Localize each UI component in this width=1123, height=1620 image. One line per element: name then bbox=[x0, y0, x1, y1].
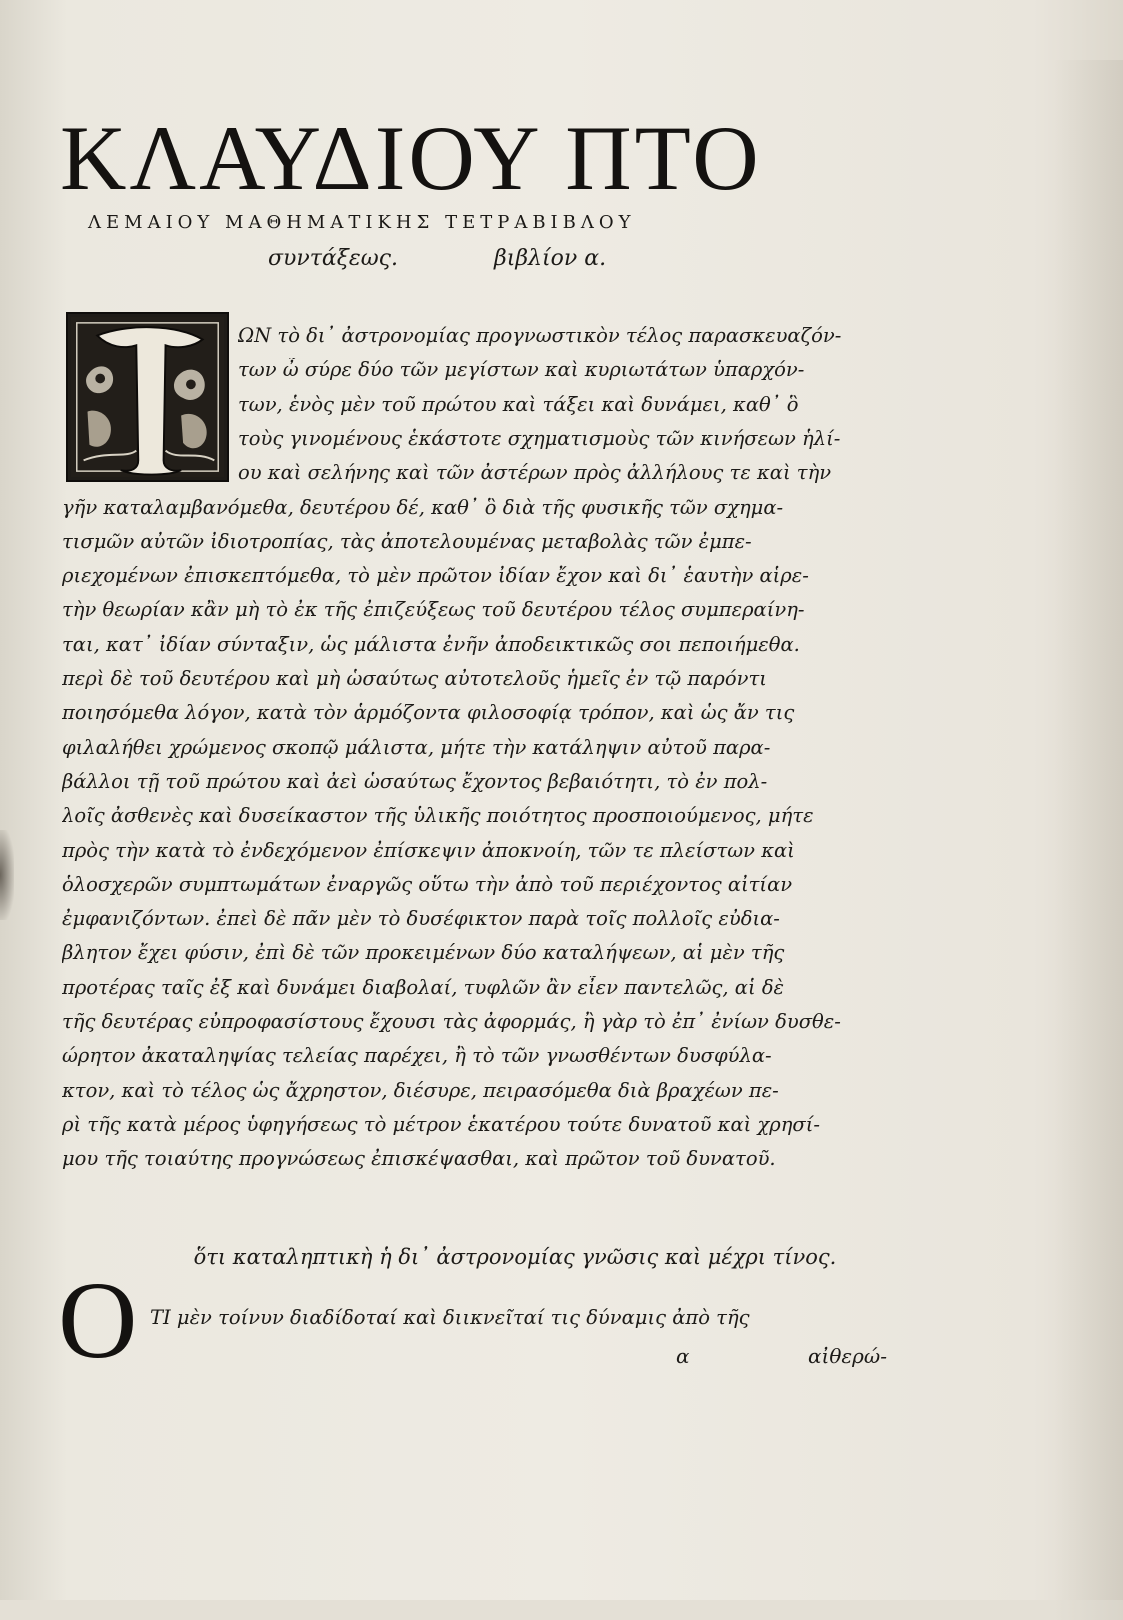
title-heading: ΚΛΑΥΔΙΟΥ ΠΤΟ bbox=[60, 107, 762, 209]
body-line: ποιησόμεθα λόγον, κατὰ τὸν ἁρμόζοντα φιλοσοφίᾳ τρόπον, καὶ ὡς ἄν τις bbox=[62, 701, 795, 725]
ink-smudge bbox=[0, 830, 14, 920]
body-line: προτέρας ταῖς ἐξ καὶ δυνάμει διαβολαί, τυφλῶν ἂν εἶεν παντελῶς, αἱ δὲ bbox=[62, 975, 785, 999]
subtitle-right: βιβλίον α. bbox=[493, 246, 607, 271]
body-line: γῆν καταλαμβανόμεθα, δευτέρου δέ, καθ᾽ ὃ διὰ τῆς φυσικῆς τῶν σχημα- bbox=[62, 495, 784, 519]
body-line: ΩΝ τὸ δι᾽ ἀστρονομίας προγνωστικὸν τέλος παρασκευαζόν- bbox=[238, 324, 842, 347]
catchword: αἰθερώ- bbox=[808, 1344, 887, 1368]
body-line: τὴν θεωρίαν κἂν μὴ τὸ ἐκ τῆς ἐπιζεύξεως τοῦ δευτέρου τέλος συμπεραίνη- bbox=[62, 598, 805, 622]
final-text-line: ΤΙ μὲν τοίνυν διαδίδοταί καὶ διικνεῖταί τις δύναμις ἀπὸ τῆς bbox=[150, 1306, 750, 1329]
subtitle-line: ΛΕΜΑΙΟΥ ΜΑΘΗΜΑΤΙΚΗΣ ΤΕΤΡΑΒΙΒΛΟΥ bbox=[88, 212, 636, 233]
body-line: ώρητον ἀκαταληψίας τελείας παρέχει, ἢ τὸ τῶν γνωσθέντων δυσφύλα- bbox=[62, 1044, 772, 1068]
body-line: περὶ δὲ τοῦ δευτέρου καὶ μὴ ὡσαύτως αὐτοτελοῦς ἡμεῖς ἐν τῷ παρόντι bbox=[62, 667, 767, 690]
body-line: ρὶ τῆς κατὰ μέρος ὑφηγήσεως τὸ μέτρον ἑκατέρου τούτε δυνατοῦ καὶ χρησί- bbox=[62, 1112, 820, 1136]
body-line: ου καὶ σελήνης καὶ τῶν ἀστέρων πρὸς ἀλλήλους τε καὶ τὴν bbox=[238, 461, 832, 485]
body-line: φιλαλήθει χρώμενος σκοπῷ μάλιστα, μήτε τὴν κατάληψιν αὐτοῦ παρα- bbox=[62, 735, 771, 759]
signature-mark: α bbox=[676, 1344, 690, 1368]
body-line: τοὺς γινομένους ἑκάστοτε σχηματισμοὺς τῶν κινήσεων ἡλί- bbox=[238, 426, 841, 450]
page-shadow bbox=[1053, 60, 1123, 1620]
body-line: κτον, καὶ τὸ τέλος ὡς ἄχρηστον, διέσυρε, πειρασόμεθα διὰ βραχέων πε- bbox=[62, 1078, 779, 1102]
body-line: τῆς δευτέρας εὐπροφασίστους ἔχουσι τὰς ἀφορμάς, ἢ γὰρ τὸ ἐπ᾽ ἐνίων δυσθε- bbox=[62, 1010, 841, 1033]
body-line: ἐμφανιζόντων. ἐπεὶ δὲ πᾶν μὲν τὸ δυσέφικτον παρὰ τοῖς πολλοῖς εὐδια- bbox=[62, 907, 780, 931]
body-line: μου τῆς τοιαύτης προγνώσεως ἐπισκέψασθαι, καὶ πρῶτον τοῦ δυνατοῦ. bbox=[62, 1147, 776, 1171]
body-line: βλητον ἔχει φύσιν, ἐπὶ δὲ τῶν προκειμένων δύο καταλήψεων, αἱ μὲν τῆς bbox=[62, 941, 785, 965]
body-line: πρὸς τὴν κατὰ τὸ ἐνδεχόμενον ἐπίσκεψιν ἀποκνοίη, τῶν τε πλείστων καὶ bbox=[62, 838, 795, 862]
body-line: τισμῶν αὐτῶν ἰδιοτροπίας, τὰς ἀποτελουμένας μεταβολὰς τῶν ἐμπε- bbox=[62, 529, 752, 553]
body-line: ριεχομένων ἐπισκεπτόμεθα, τὸ μὲν πρῶτον ἰδίαν ἔχον καὶ δι᾽ ἑαυτὴν αἱρε- bbox=[62, 564, 809, 588]
initial-letter-o: Ο bbox=[58, 1259, 138, 1381]
section-heading: ὅτι καταληπτικὴ ἡ δι᾽ ἀστρονομίας γνῶσις καὶ μέχρι τίνος. bbox=[193, 1245, 837, 1269]
woodcut-initial-image bbox=[68, 314, 227, 480]
body-line: των, ἑνὸς μὲν τοῦ πρώτου καὶ τάξει καὶ δυνάμει, καθ᾽ ὃ bbox=[238, 392, 799, 416]
body-line: βάλλοι τῇ τοῦ πρώτου καὶ ἀεὶ ὡσαύτως ἔχοντος βεβαιότητι, τὸ ἐν πολ- bbox=[62, 769, 768, 793]
decorated-initial bbox=[66, 312, 229, 482]
body-line: των ὦ σύρε δύο τῶν μεγίστων καὶ κυριωτάτων ὑπαρχόν- bbox=[238, 358, 805, 382]
subtitle-left: συντάξεως. bbox=[268, 246, 398, 271]
body-line: ται, κατ᾽ ἰδίαν σύνταξιν, ὡς μάλιστα ἐνῆν ἀποδεικτικῶς σοι πεποιήμεθα. bbox=[62, 632, 800, 656]
body-line: λοῖς ἀσθενὲς καὶ δυσείκαστον τῆς ὑλικῆς ποιότητος προσποιούμενος, μήτε bbox=[62, 804, 814, 828]
subtitle-second-line bbox=[268, 246, 728, 271]
body-line: ὁλοσχερῶν συμπτωμάτων ἐναργῶς οὕτω τὴν ἀπὸ τοῦ περιέχοντος αἰτίαν bbox=[62, 872, 793, 896]
